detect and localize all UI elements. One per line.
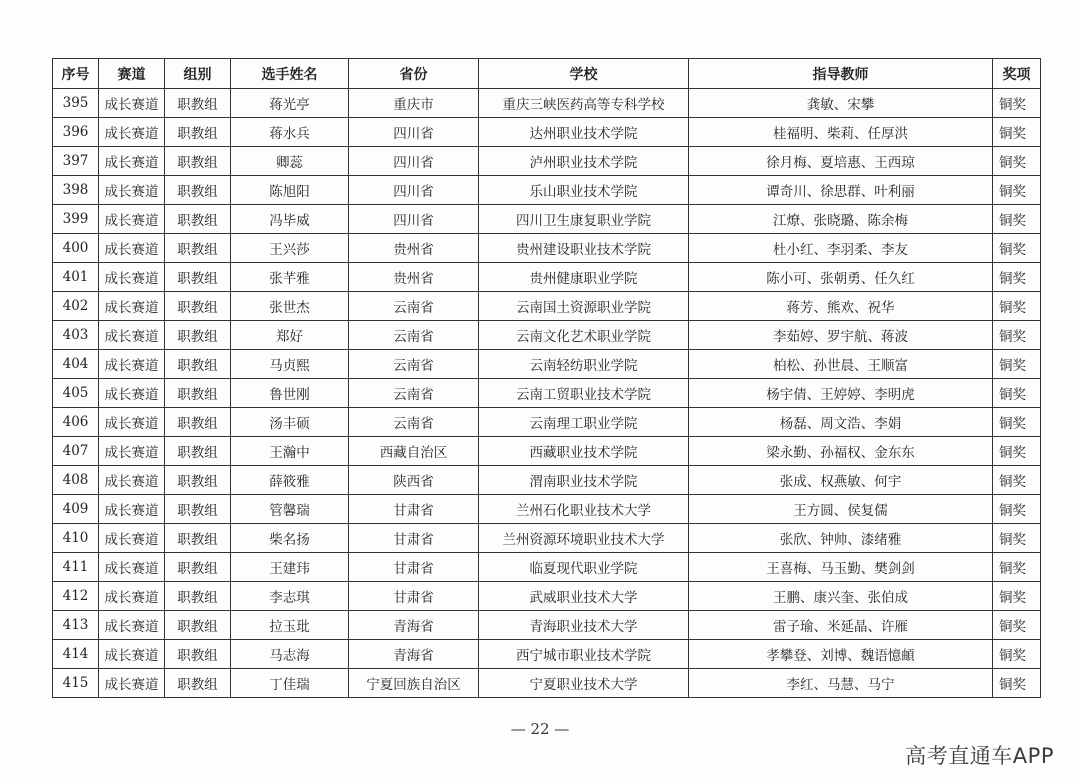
cell-province: 宁夏回族自治区 xyxy=(349,669,479,698)
cell-group: 职教组 xyxy=(165,524,231,553)
cell-award: 铜奖 xyxy=(993,437,1041,466)
cell-group: 职教组 xyxy=(165,147,231,176)
cell-award: 铜奖 xyxy=(993,350,1041,379)
cell-name: 李志琪 xyxy=(231,582,349,611)
cell-teachers: 柏松、孙世晨、王顺富 xyxy=(689,350,993,379)
table-row xyxy=(53,118,1041,147)
cell-index: 409 xyxy=(53,495,99,524)
cell-province: 贵州省 xyxy=(349,234,479,263)
cell-school: 兰州石化职业技术大学 xyxy=(479,495,689,524)
cell-award: 铜奖 xyxy=(993,408,1041,437)
cell-province: 云南省 xyxy=(349,350,479,379)
cell-name: 卿蕊 xyxy=(231,147,349,176)
cell-group: 职教组 xyxy=(165,437,231,466)
cell-school: 云南国土资源职业学院 xyxy=(479,292,689,321)
page-number: — 22 — xyxy=(510,720,570,738)
cell-school: 云南理工职业学院 xyxy=(479,408,689,437)
cell-index: 403 xyxy=(53,321,99,350)
table-header-row xyxy=(53,59,1041,89)
table-row xyxy=(53,350,1041,379)
cell-province: 陕西省 xyxy=(349,466,479,495)
cell-index: 400 xyxy=(53,234,99,263)
cell-name: 王建玮 xyxy=(231,553,349,582)
cell-track: 成长赛道 xyxy=(99,611,165,640)
cell-province: 重庆市 xyxy=(349,89,479,118)
cell-index: 411 xyxy=(53,553,99,582)
cell-group: 职教组 xyxy=(165,611,231,640)
col-header-track: 赛道 xyxy=(99,59,165,89)
cell-track: 成长赛道 xyxy=(99,495,165,524)
cell-name: 薛筱雅 xyxy=(231,466,349,495)
cell-index: 404 xyxy=(53,350,99,379)
cell-school: 临夏现代职业学院 xyxy=(479,553,689,582)
cell-track: 成长赛道 xyxy=(99,89,165,118)
cell-province: 青海省 xyxy=(349,611,479,640)
cell-teachers: 江燎、张晓璐、陈余梅 xyxy=(689,205,993,234)
cell-school: 渭南职业技术学院 xyxy=(479,466,689,495)
table-row xyxy=(53,292,1041,321)
cell-track: 成长赛道 xyxy=(99,176,165,205)
cell-track: 成长赛道 xyxy=(99,524,165,553)
cell-group: 职教组 xyxy=(165,669,231,698)
cell-award: 铜奖 xyxy=(993,640,1041,669)
cell-teachers: 徐月梅、夏培惠、王西琼 xyxy=(689,147,993,176)
table-row xyxy=(53,524,1041,553)
cell-province: 甘肃省 xyxy=(349,495,479,524)
cell-name: 管馨瑞 xyxy=(231,495,349,524)
cell-school: 云南文化艺术职业学院 xyxy=(479,321,689,350)
cell-province: 四川省 xyxy=(349,176,479,205)
cell-province: 甘肃省 xyxy=(349,553,479,582)
cell-group: 职教组 xyxy=(165,640,231,669)
cell-track: 成长赛道 xyxy=(99,118,165,147)
cell-school: 贵州健康职业学院 xyxy=(479,263,689,292)
cell-school: 贵州建设职业技术学院 xyxy=(479,234,689,263)
cell-group: 职教组 xyxy=(165,408,231,437)
cell-province: 四川省 xyxy=(349,147,479,176)
cell-teachers: 孝攀登、刘博、魏语憶頔 xyxy=(689,640,993,669)
cell-school: 武威职业技术大学 xyxy=(479,582,689,611)
cell-group: 职教组 xyxy=(165,118,231,147)
cell-group: 职教组 xyxy=(165,263,231,292)
cell-index: 410 xyxy=(53,524,99,553)
cell-name: 陈旭阳 xyxy=(231,176,349,205)
cell-province: 贵州省 xyxy=(349,263,479,292)
col-header-group: 组别 xyxy=(165,59,231,89)
cell-province: 云南省 xyxy=(349,379,479,408)
cell-name: 郑好 xyxy=(231,321,349,350)
cell-name: 张世杰 xyxy=(231,292,349,321)
col-header-index: 序号 xyxy=(53,59,99,89)
cell-teachers: 李茹婷、罗宇航、蒋波 xyxy=(689,321,993,350)
cell-group: 职教组 xyxy=(165,176,231,205)
cell-province: 甘肃省 xyxy=(349,524,479,553)
cell-index: 398 xyxy=(53,176,99,205)
cell-teachers: 龚敏、宋攀 xyxy=(689,89,993,118)
cell-track: 成长赛道 xyxy=(99,437,165,466)
cell-index: 414 xyxy=(53,640,99,669)
cell-track: 成长赛道 xyxy=(99,640,165,669)
cell-school: 泸州职业技术学院 xyxy=(479,147,689,176)
table-row xyxy=(53,379,1041,408)
cell-school: 宁夏职业技术大学 xyxy=(479,669,689,698)
cell-name: 拉玉玭 xyxy=(231,611,349,640)
cell-group: 职教组 xyxy=(165,350,231,379)
cell-province: 四川省 xyxy=(349,118,479,147)
table-row xyxy=(53,147,1041,176)
cell-school: 云南工贸职业技术学院 xyxy=(479,379,689,408)
cell-index: 399 xyxy=(53,205,99,234)
cell-index: 397 xyxy=(53,147,99,176)
cell-index: 415 xyxy=(53,669,99,698)
cell-group: 职教组 xyxy=(165,292,231,321)
cell-name: 冯毕威 xyxy=(231,205,349,234)
cell-index: 407 xyxy=(53,437,99,466)
cell-teachers: 王鹏、康兴奎、张伯成 xyxy=(689,582,993,611)
cell-group: 职教组 xyxy=(165,582,231,611)
cell-school: 西藏职业技术学院 xyxy=(479,437,689,466)
cell-teachers: 雷子瑜、米延晶、许雁 xyxy=(689,611,993,640)
cell-province: 云南省 xyxy=(349,408,479,437)
table-row xyxy=(53,176,1041,205)
col-header-province: 省份 xyxy=(349,59,479,89)
cell-province: 青海省 xyxy=(349,640,479,669)
cell-award: 铜奖 xyxy=(993,669,1041,698)
table-row xyxy=(53,495,1041,524)
cell-teachers: 陈小可、张朝勇、任久红 xyxy=(689,263,993,292)
cell-award: 铜奖 xyxy=(993,379,1041,408)
cell-track: 成长赛道 xyxy=(99,234,165,263)
cell-group: 职教组 xyxy=(165,553,231,582)
table-row xyxy=(53,234,1041,263)
table-row xyxy=(53,321,1041,350)
table-body xyxy=(53,89,1041,698)
table-row xyxy=(53,437,1041,466)
cell-group: 职教组 xyxy=(165,89,231,118)
cell-school: 乐山职业技术学院 xyxy=(479,176,689,205)
cell-name: 汤丰硕 xyxy=(231,408,349,437)
cell-teachers: 谭奇川、徐思群、叶利丽 xyxy=(689,176,993,205)
cell-award: 铜奖 xyxy=(993,234,1041,263)
cell-name: 柴名扬 xyxy=(231,524,349,553)
cell-name: 张芊雅 xyxy=(231,263,349,292)
table-row xyxy=(53,553,1041,582)
cell-award: 铜奖 xyxy=(993,205,1041,234)
cell-track: 成长赛道 xyxy=(99,292,165,321)
cell-name: 丁佳瑞 xyxy=(231,669,349,698)
cell-teachers: 王方圆、侯复儒 xyxy=(689,495,993,524)
cell-name: 王瀚中 xyxy=(231,437,349,466)
table-row xyxy=(53,263,1041,292)
cell-teachers: 张成、权燕敏、何宇 xyxy=(689,466,993,495)
col-header-school: 学校 xyxy=(479,59,689,89)
table-row xyxy=(53,89,1041,118)
cell-province: 云南省 xyxy=(349,292,479,321)
award-table xyxy=(52,58,1041,698)
col-header-award: 奖项 xyxy=(993,59,1041,89)
table-row xyxy=(53,582,1041,611)
table-row xyxy=(53,205,1041,234)
cell-track: 成长赛道 xyxy=(99,263,165,292)
cell-index: 401 xyxy=(53,263,99,292)
cell-teachers: 杜小红、李羽柔、李友 xyxy=(689,234,993,263)
col-header-teachers: 指导教师 xyxy=(689,59,993,89)
cell-name: 蒋光亭 xyxy=(231,89,349,118)
table-row xyxy=(53,408,1041,437)
cell-index: 408 xyxy=(53,466,99,495)
cell-track: 成长赛道 xyxy=(99,553,165,582)
table-row xyxy=(53,669,1041,698)
cell-name: 鲁世刚 xyxy=(231,379,349,408)
cell-track: 成长赛道 xyxy=(99,408,165,437)
cell-school: 云南轻纺职业学院 xyxy=(479,350,689,379)
cell-group: 职教组 xyxy=(165,466,231,495)
cell-group: 职教组 xyxy=(165,495,231,524)
cell-track: 成长赛道 xyxy=(99,350,165,379)
cell-award: 铜奖 xyxy=(993,292,1041,321)
cell-teachers: 杨宇倩、王婷婷、李明虎 xyxy=(689,379,993,408)
cell-award: 铜奖 xyxy=(993,263,1041,292)
cell-school: 兰州资源环境职业技术大学 xyxy=(479,524,689,553)
cell-school: 西宁城市职业技术学院 xyxy=(479,640,689,669)
cell-teachers: 李红、马慧、马宁 xyxy=(689,669,993,698)
cell-track: 成长赛道 xyxy=(99,582,165,611)
cell-province: 甘肃省 xyxy=(349,582,479,611)
cell-teachers: 杨磊、周文浩、李娟 xyxy=(689,408,993,437)
cell-index: 395 xyxy=(53,89,99,118)
cell-track: 成长赛道 xyxy=(99,205,165,234)
table-row xyxy=(53,640,1041,669)
cell-province: 云南省 xyxy=(349,321,479,350)
cell-index: 406 xyxy=(53,408,99,437)
cell-award: 铜奖 xyxy=(993,147,1041,176)
cell-track: 成长赛道 xyxy=(99,466,165,495)
cell-track: 成长赛道 xyxy=(99,147,165,176)
cell-teachers: 张欣、钟帅、漆绪雅 xyxy=(689,524,993,553)
cell-group: 职教组 xyxy=(165,234,231,263)
cell-group: 职教组 xyxy=(165,321,231,350)
cell-name: 马贞熙 xyxy=(231,350,349,379)
cell-group: 职教组 xyxy=(165,205,231,234)
cell-track: 成长赛道 xyxy=(99,669,165,698)
cell-award: 铜奖 xyxy=(993,524,1041,553)
cell-province: 四川省 xyxy=(349,205,479,234)
cell-school: 重庆三峡医药高等专科学校 xyxy=(479,89,689,118)
cell-award: 铜奖 xyxy=(993,118,1041,147)
cell-award: 铜奖 xyxy=(993,321,1041,350)
cell-group: 职教组 xyxy=(165,379,231,408)
cell-award: 铜奖 xyxy=(993,582,1041,611)
cell-track: 成长赛道 xyxy=(99,379,165,408)
cell-school: 四川卫生康复职业学院 xyxy=(479,205,689,234)
cell-award: 铜奖 xyxy=(993,466,1041,495)
table-row xyxy=(53,466,1041,495)
cell-school: 青海职业技术大学 xyxy=(479,611,689,640)
cell-award: 铜奖 xyxy=(993,176,1041,205)
cell-award: 铜奖 xyxy=(993,89,1041,118)
cell-index: 402 xyxy=(53,292,99,321)
cell-award: 铜奖 xyxy=(993,553,1041,582)
cell-teachers: 桂福明、柴莉、任厚洪 xyxy=(689,118,993,147)
cell-school: 达州职业技术学院 xyxy=(479,118,689,147)
cell-teachers: 王喜梅、马玉勤、樊剑剑 xyxy=(689,553,993,582)
cell-teachers: 蒋芳、熊欢、祝华 xyxy=(689,292,993,321)
cell-index: 412 xyxy=(53,582,99,611)
cell-teachers: 梁永勤、孙福权、金东东 xyxy=(689,437,993,466)
cell-index: 413 xyxy=(53,611,99,640)
cell-track: 成长赛道 xyxy=(99,321,165,350)
cell-name: 蒋水兵 xyxy=(231,118,349,147)
cell-name: 王兴莎 xyxy=(231,234,349,263)
col-header-name: 选手姓名 xyxy=(231,59,349,89)
cell-province: 西藏自治区 xyxy=(349,437,479,466)
table-row xyxy=(53,611,1041,640)
cell-index: 396 xyxy=(53,118,99,147)
cell-name: 马志海 xyxy=(231,640,349,669)
cell-award: 铜奖 xyxy=(993,611,1041,640)
cell-index: 405 xyxy=(53,379,99,408)
watermark-text: 高考直通车APP xyxy=(905,744,1054,768)
cell-award: 铜奖 xyxy=(993,495,1041,524)
